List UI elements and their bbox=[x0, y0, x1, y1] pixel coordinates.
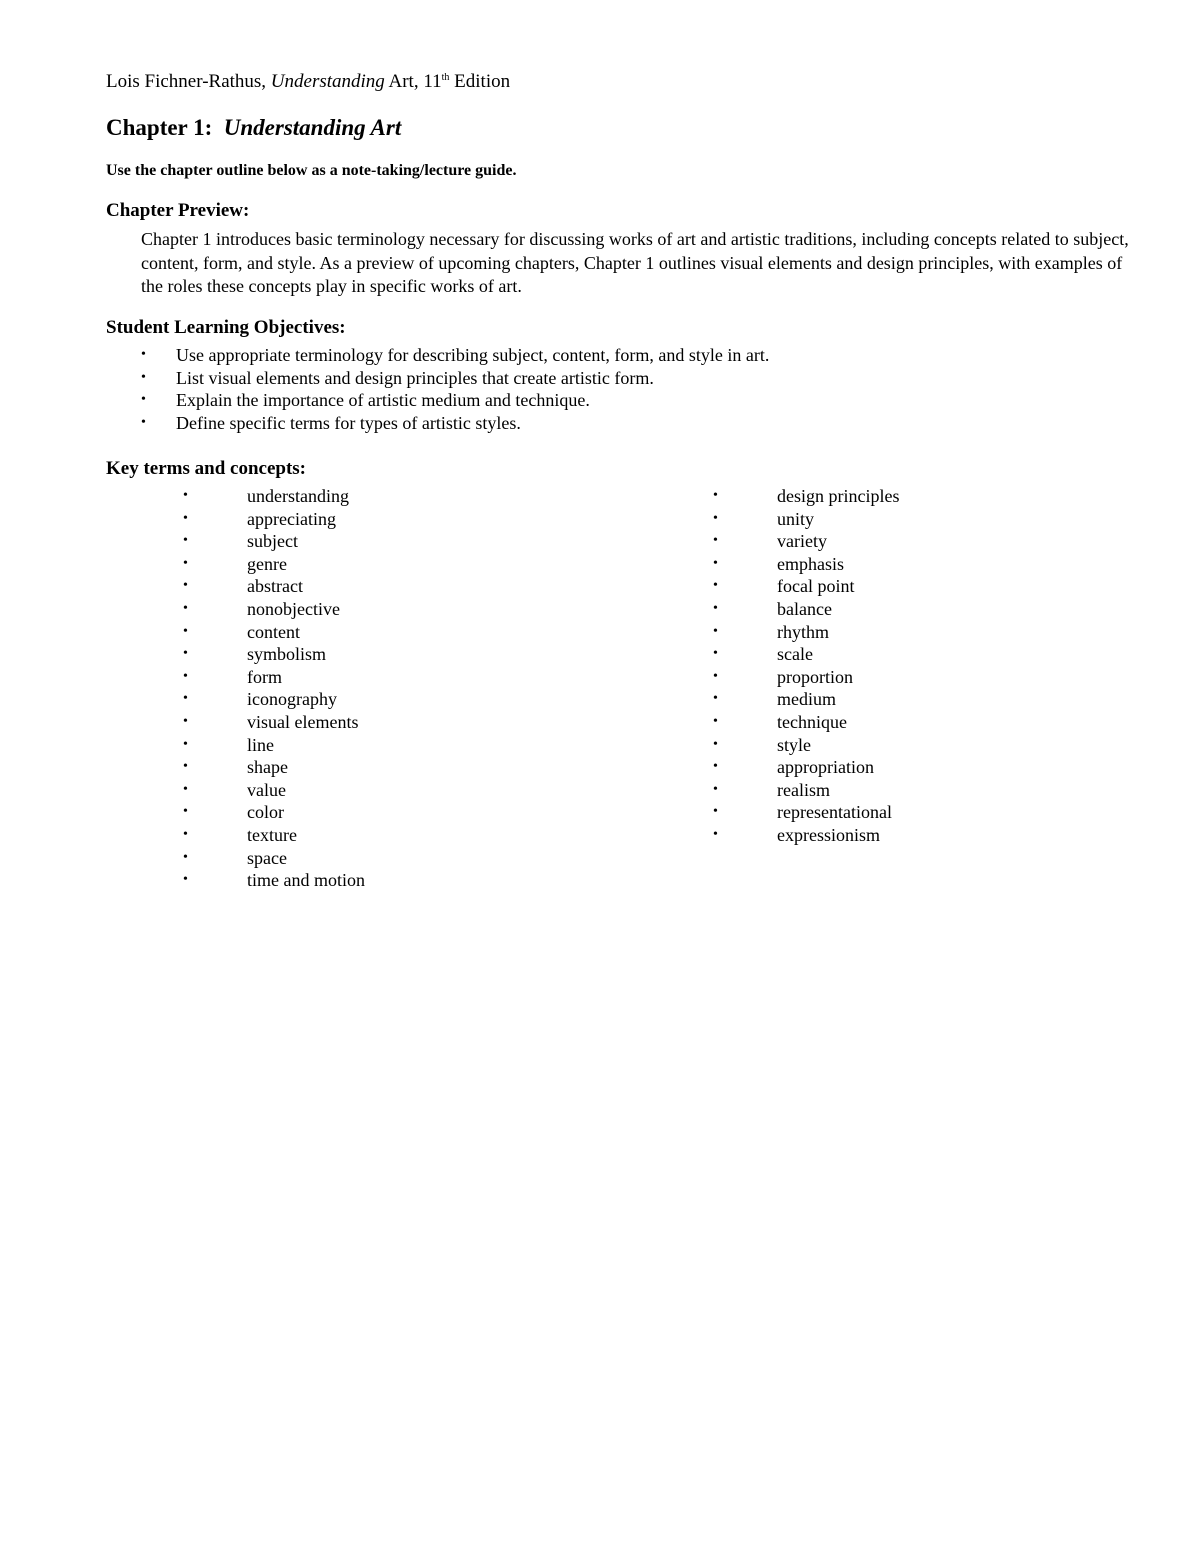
bullet-icon: • bbox=[141, 369, 146, 385]
bullet-icon: • bbox=[713, 578, 718, 594]
key-term: design principles bbox=[777, 486, 900, 506]
list-item bbox=[183, 530, 365, 553]
list-item bbox=[713, 643, 899, 666]
key-terms-right-column bbox=[713, 485, 899, 847]
book-title-rest: Art, 11 bbox=[384, 71, 442, 92]
bullet-icon: • bbox=[713, 533, 718, 549]
key-term: content bbox=[247, 621, 300, 642]
list-item bbox=[183, 553, 365, 576]
key-term: proportion bbox=[777, 666, 853, 687]
edition-word: Edition bbox=[449, 71, 511, 92]
key-term: nonobjective bbox=[247, 598, 340, 619]
key-term: appropriation bbox=[777, 757, 874, 778]
key-term: abstract bbox=[247, 576, 303, 597]
bullet-icon: • bbox=[183, 849, 188, 865]
key-term: emphasis bbox=[777, 553, 844, 574]
outline-instruction: Use the chapter outline below as a note-taking/lecture guide. bbox=[106, 162, 517, 179]
key-term: scale bbox=[777, 644, 813, 665]
key-term: symbolism bbox=[247, 644, 327, 665]
bullet-icon: • bbox=[713, 668, 718, 684]
list-item bbox=[183, 824, 365, 847]
learning-objectives-heading: Student Learning Objectives: bbox=[106, 317, 346, 338]
list-item bbox=[183, 847, 365, 870]
list-item bbox=[713, 734, 899, 757]
list-item bbox=[713, 530, 899, 553]
list-item bbox=[183, 508, 365, 531]
objective-text: Explain the importance of artistic medium and technique. bbox=[176, 390, 590, 411]
bullet-icon: • bbox=[713, 600, 718, 616]
list-item bbox=[713, 779, 899, 802]
list-item bbox=[713, 553, 899, 576]
key-terms-left-column bbox=[183, 485, 365, 892]
list-item bbox=[183, 734, 365, 757]
list-item bbox=[713, 666, 899, 689]
key-term: appreciating bbox=[247, 508, 336, 529]
list-item bbox=[713, 575, 899, 598]
list-item bbox=[183, 688, 365, 711]
list-item bbox=[183, 621, 365, 644]
key-terms-heading: Key terms and concepts: bbox=[106, 458, 306, 479]
bullet-icon: • bbox=[713, 488, 718, 503]
objective-text: Define specific terms for types of artistic styles. bbox=[176, 412, 521, 433]
key-term: space bbox=[247, 847, 287, 868]
bullet-icon: • bbox=[183, 781, 188, 797]
list-item bbox=[713, 485, 899, 508]
bullet-icon: • bbox=[713, 736, 718, 752]
chapter-preview-text: Chapter 1 introduces basic terminology necessary for discussing works of art and artistic traditions, including concepts related to subject, content, form, and style. As a preview of upcoming chapters, Chapter 1 outlines visual elements and design principles, with examples of the roles these concepts play in specific works of art. bbox=[141, 229, 1129, 296]
bullet-icon: • bbox=[183, 713, 188, 729]
list-item bbox=[713, 756, 899, 779]
bullet-icon: • bbox=[183, 691, 188, 707]
key-term: representational bbox=[777, 802, 892, 823]
list-item bbox=[183, 779, 365, 802]
list-item bbox=[713, 711, 899, 734]
list-item bbox=[183, 801, 365, 824]
list-item bbox=[183, 643, 365, 666]
bullet-icon: • bbox=[713, 713, 718, 729]
bullet-icon: • bbox=[713, 510, 718, 526]
bullet-icon: • bbox=[713, 781, 718, 797]
list-item bbox=[713, 801, 899, 824]
key-term: iconography bbox=[247, 689, 337, 710]
chapter-label: Chapter 1: bbox=[106, 115, 224, 140]
key-term: balance bbox=[777, 598, 832, 619]
list-item bbox=[713, 621, 899, 644]
list-item bbox=[713, 824, 899, 847]
key-term: understanding bbox=[247, 486, 349, 506]
objective-text: List visual elements and design principles that create artistic form. bbox=[176, 367, 654, 388]
bullet-icon: • bbox=[183, 804, 188, 820]
list-item bbox=[141, 412, 769, 435]
bullet-icon: • bbox=[183, 646, 188, 662]
bullet-icon: • bbox=[183, 600, 188, 616]
bullet-icon: • bbox=[183, 533, 188, 549]
key-term: style bbox=[777, 734, 811, 755]
bullet-icon: • bbox=[183, 759, 188, 775]
bullet-icon: • bbox=[141, 392, 146, 408]
list-item bbox=[183, 869, 365, 892]
book-title-italic: Understanding bbox=[270, 71, 385, 92]
key-term: rhythm bbox=[777, 621, 829, 642]
list-item bbox=[183, 598, 365, 621]
key-term: time and motion bbox=[247, 870, 365, 891]
bullet-icon: • bbox=[713, 623, 718, 639]
list-item bbox=[713, 688, 899, 711]
bullet-icon: • bbox=[713, 691, 718, 707]
bullet-icon: • bbox=[183, 872, 188, 888]
author-name: Lois Fichner-Rathus, bbox=[106, 71, 271, 92]
list-item bbox=[713, 508, 899, 531]
bullet-icon: • bbox=[183, 668, 188, 684]
bullet-icon: • bbox=[183, 488, 188, 503]
chapter-title bbox=[106, 114, 401, 142]
bullet-icon: • bbox=[183, 623, 188, 639]
bullet-icon: • bbox=[713, 555, 718, 571]
key-term: technique bbox=[777, 711, 847, 732]
bullet-icon: • bbox=[713, 646, 718, 662]
list-item bbox=[183, 666, 365, 689]
key-term: focal point bbox=[777, 576, 855, 597]
list-item bbox=[183, 711, 365, 734]
list-item bbox=[141, 367, 769, 390]
bullet-icon: • bbox=[141, 414, 146, 430]
list-item bbox=[183, 756, 365, 779]
list-item bbox=[183, 575, 365, 598]
bullet-icon: • bbox=[183, 510, 188, 526]
key-term: subject bbox=[247, 531, 298, 552]
chapter-name: Understanding Art bbox=[223, 115, 402, 140]
key-term: variety bbox=[777, 531, 827, 552]
list-item bbox=[713, 598, 899, 621]
list-item bbox=[141, 344, 769, 367]
bullet-icon: • bbox=[183, 736, 188, 752]
key-term: shape bbox=[247, 757, 288, 778]
key-term: form bbox=[247, 666, 282, 687]
key-term: realism bbox=[777, 779, 830, 800]
learning-objectives-list bbox=[141, 344, 769, 434]
key-term: line bbox=[247, 734, 274, 755]
key-term: medium bbox=[777, 689, 836, 710]
key-term: color bbox=[247, 802, 284, 823]
bullet-icon: • bbox=[183, 578, 188, 594]
bullet-icon: • bbox=[183, 826, 188, 842]
key-term: texture bbox=[247, 824, 297, 845]
objective-text: Use appropriate terminology for describing subject, content, form, and style in art. bbox=[176, 345, 770, 365]
edition-superscript: th bbox=[441, 72, 450, 83]
bullet-icon: • bbox=[183, 555, 188, 571]
key-term: visual elements bbox=[247, 711, 359, 732]
key-term: expressionism bbox=[777, 824, 880, 845]
bullet-icon: • bbox=[141, 347, 146, 362]
key-term: unity bbox=[777, 508, 815, 529]
list-item bbox=[183, 485, 365, 508]
book-citation bbox=[106, 70, 510, 94]
list-item bbox=[141, 389, 769, 412]
bullet-icon: • bbox=[713, 759, 718, 775]
chapter-preview-heading: Chapter Preview: bbox=[106, 200, 250, 221]
key-term: value bbox=[247, 779, 286, 800]
bullet-icon: • bbox=[713, 826, 718, 842]
bullet-icon: • bbox=[713, 804, 718, 820]
key-term: genre bbox=[247, 553, 287, 574]
